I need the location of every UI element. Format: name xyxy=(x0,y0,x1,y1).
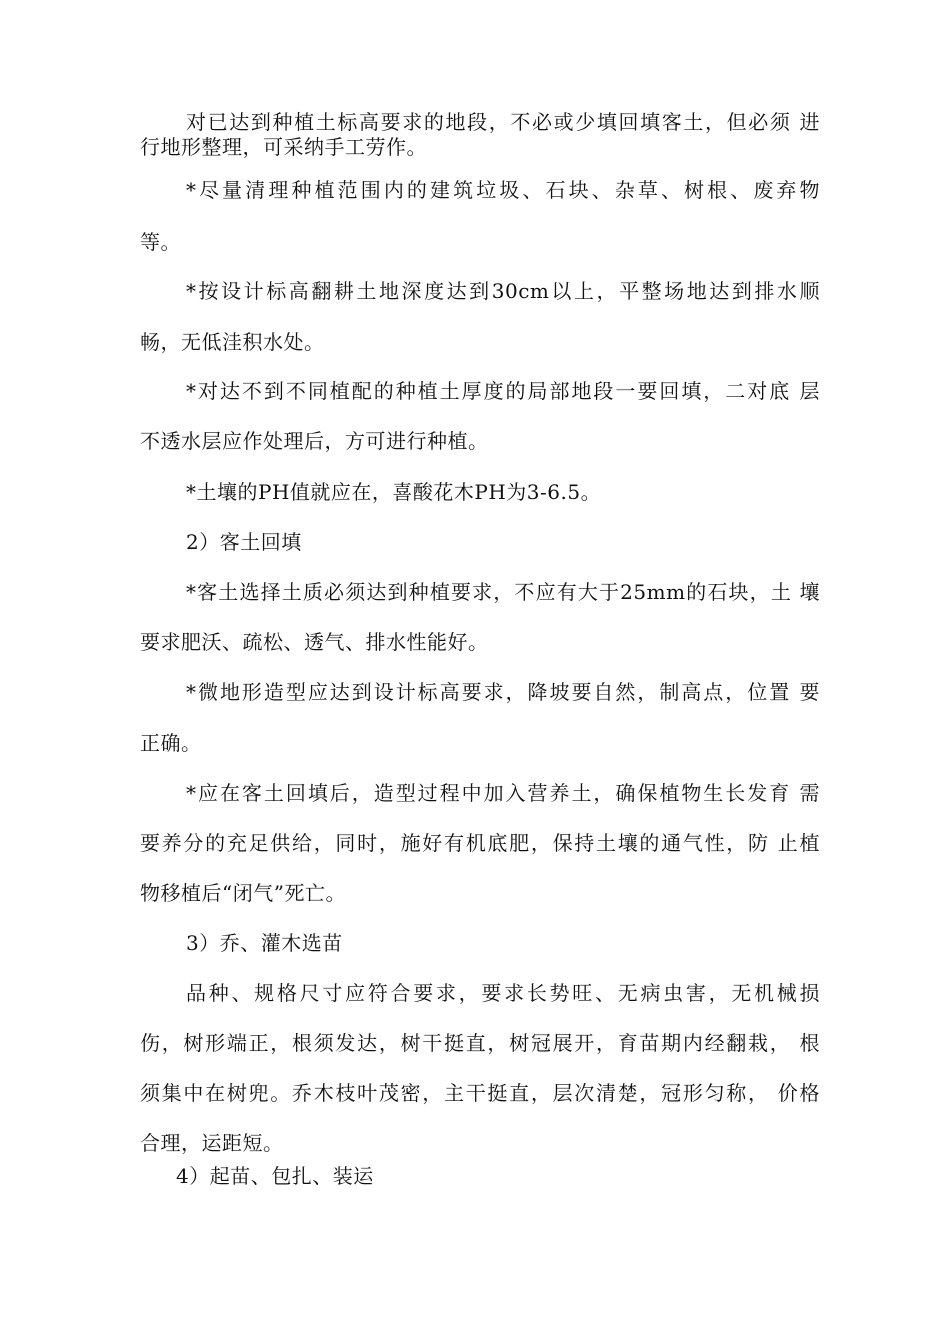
paragraph-line: 不透水层应作处理后，方可进行种植。 xyxy=(140,429,489,453)
section-heading: 2）客土回填 xyxy=(186,530,302,554)
paragraph-line: 伤，树形端正，根须发达，树干挺直，树冠展开，育苗期内经翻栽， 根 xyxy=(140,1031,820,1055)
paragraph-line: *微地形造型应达到设计标高要求，降坡要自然，制高点，位置 要 xyxy=(186,680,820,704)
paragraph-line: 行地形整理，可采纳手工劳作。 xyxy=(140,135,427,159)
paragraph-line: 畅，无低洼积水处。 xyxy=(140,330,325,354)
paragraph-line: 合理，运距短。 xyxy=(140,1131,284,1155)
paragraph-line: 对已达到种植土标高要求的地段，不必或少填回填客土，但必须 进 xyxy=(186,110,820,134)
paragraph-line: *按设计标高翻耕土地深度达到30cm以上，平整场地达到排水顺 xyxy=(186,279,820,303)
paragraph-line: 正确。 xyxy=(140,731,202,755)
paragraph-line: 须集中在树兜。乔木枝叶茂密，主干挺直，层次清楚，冠形匀称， 价格 xyxy=(140,1081,820,1105)
paragraph-line: 要养分的充足供给，同时，施好有机底肥，保持土壤的通气性，防 止植 xyxy=(140,831,820,855)
paragraph-line: 物移植后“闭气”死亡。 xyxy=(140,881,346,905)
paragraph-line: 品种、规格尺寸应符合要求，要求长势旺、无病虫害，无机械损 xyxy=(186,981,820,1005)
paragraph-line: *应在客土回填后，造型过程中加入营养土，确保植物生长发育 需 xyxy=(186,781,820,805)
section-heading: 4）起苗、包扎、装运 xyxy=(176,1164,374,1188)
paragraph-line: 要求肥沃、疏松、透气、排水性能好。 xyxy=(140,630,489,654)
paragraph-line: *对达不到不同植配的种植土厚度的局部地段一要回填，二对底 层 xyxy=(186,379,820,403)
paragraph-line: 等。 xyxy=(140,230,181,254)
paragraph-line: *土壤的PH值就应在，喜酸花木PH为3-6.5。 xyxy=(186,480,602,504)
paragraph-line: *客土选择土质必须达到种植要求，不应有大于25mm的石块，土 壤 xyxy=(186,580,820,604)
paragraph-line: *尽量清理种植范围内的建筑垃圾、石块、杂草、树根、废弃物 xyxy=(186,178,820,202)
section-heading: 3）乔、灌木选苗 xyxy=(186,931,343,955)
